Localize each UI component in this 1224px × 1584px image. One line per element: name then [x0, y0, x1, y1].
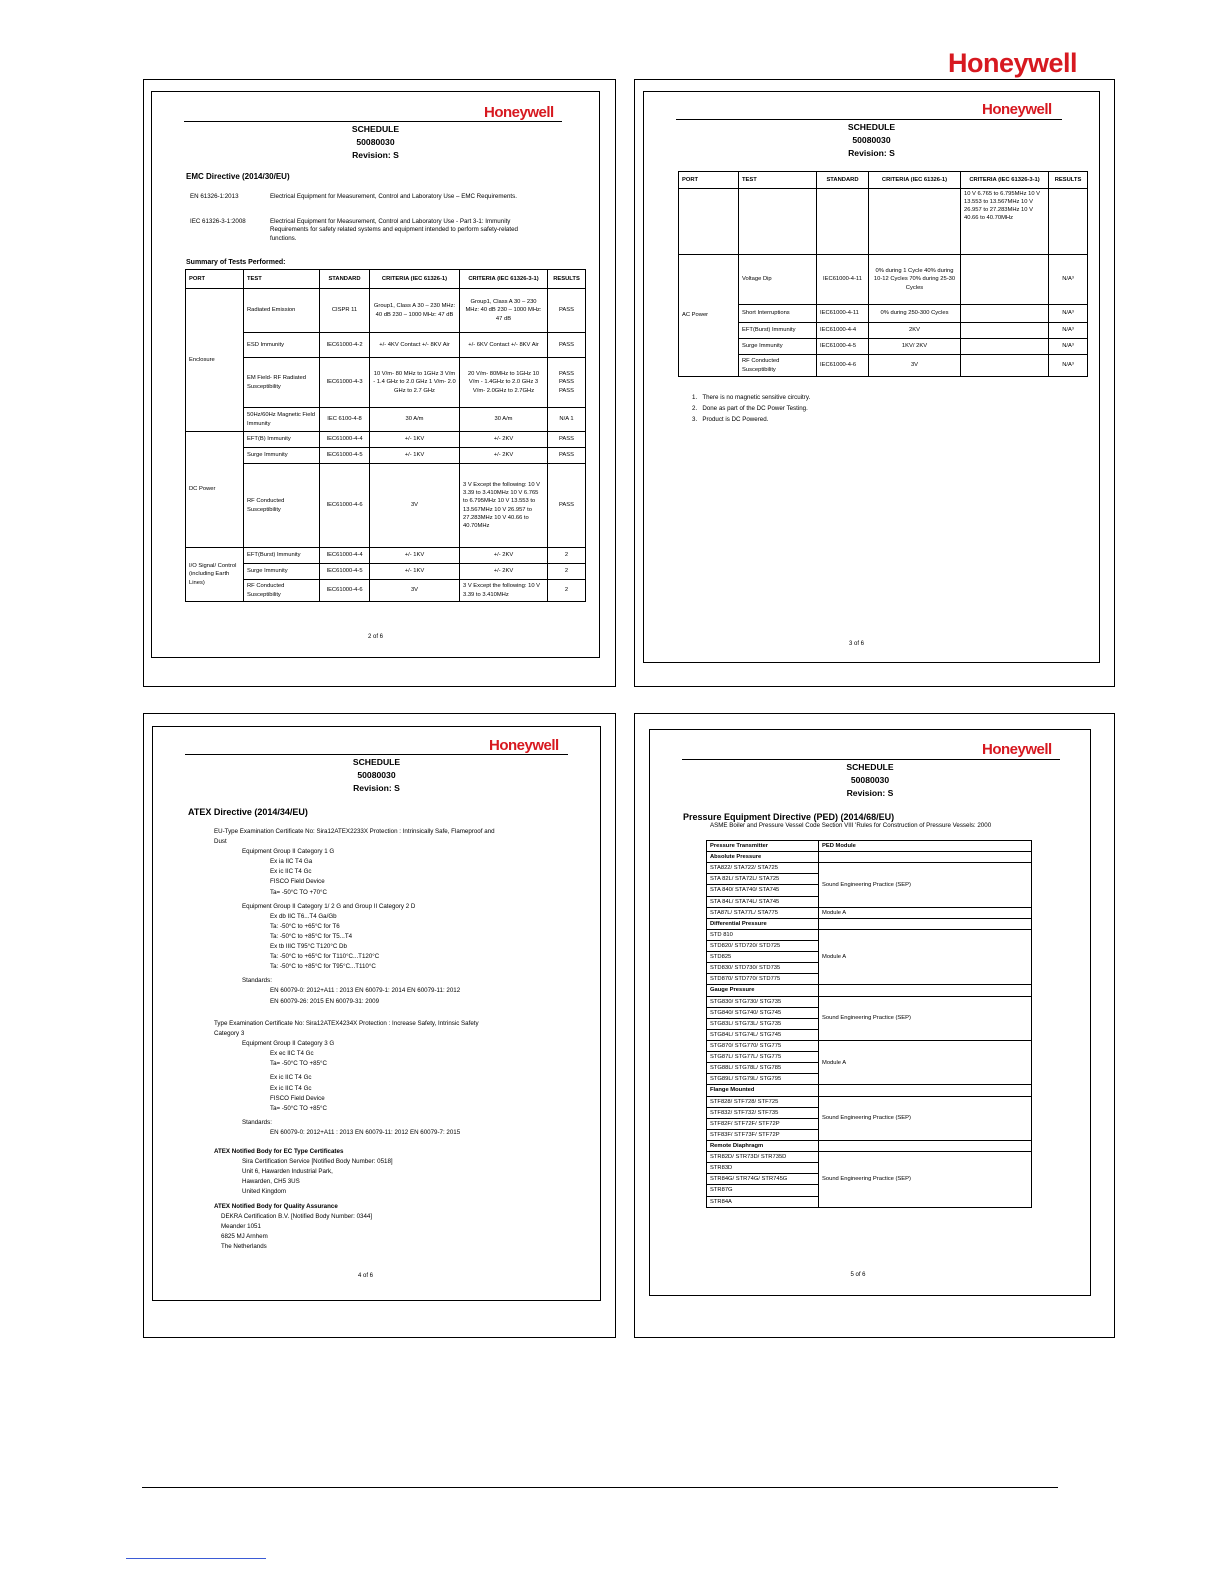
page-4: Honeywell SCHEDULE 50080030 Revision: S ATEX Directive (2014/34/EU) EU-Type Examination Certificate No: Sira12ATEX2233X Protection : Intrinsically Safe, Flameproof and Dust Equipment Group II Category 1 G Ex ia IIC T4 Ga Ex ic IIC T4 Gc FISCO Field Device Ta= -50°C TO +70°C Equipment Group II Category 1/ 2 G and Group II Category 2 D Ex db IIC T6...T4 Ga/Gb Ta: -50°C to +65°C for T6 Ta: -50°C to +85°C for T5...T4 Ex tb IIIC T95°C T120°C Db Ta: -50°C to +65°C for T110°C...T120°C Ta: -50°C to +85°C for T95°C...T110°C Standards: EN 60079-0: 2012+A11 : 2013 EN 60079-1: 2014 EN 60079-11: 2012 EN 60079-26: 2015 EN 60079-31: 2009 Type Examination Certificate No: Sira12ATEX4234X Protection : Increase Safety, Intrinsic Safety Category 3 Equipment Group II Category 3 G Ex ec IIC T4 Gc Ta= -50°C TO +85°C Ex ic IIC T4 Gc Ex ic IIC T4 Gc FISCO Field Device Ta= -50°C TO +85°C Standards: EN 60079-0: 2012+A11 : 2013 EN 60079-11: 2012 EN 60079-7: 2015 ATEX Notified Body for EC Type Certificates Sira Certification Service [Notified Body Number: 0518] Unit 6, Hawarden Industrial Park, Hawarden, CH5 3US United Kingdom ATEX Notified Body for Quality Assurance DEKRA Certification B.V. [Notified Body Number: 0344] Meander 1051 6825 MJ Arnhem The Netherlands 4 of 6 [152, 726, 601, 1301]
standard-desc: Electrical Equipment for Measurement, Control and Laboratory Use - Part 3-1: Immunity Requirements for safety related systems and equipment intended to perform safety-related functions. [270, 218, 518, 242]
atex-certificate-1: EU-Type Examination Certificate No: Sira12ATEX2233X Protection : Intrinsically Safe, Flameproof and Dust Equipment Group II Category 1 G Ex ia IIC T4 Ga Ex ic IIC T4 Gc FISCO Field Device Ta= -50°C TO +70°C Equipment Group II Category 1/ 2 G and Group II Category 2 D Ex db IIC T6...T4 Ga/Gb Ta: -50°C to +65°C for T6 Ta: -50°C to +85°C for T5...T4 Ex tb IIIC T95°C T120°C Db Ta: -50°C to +65°C for T110°C...T120°C Ta: -50°C to +85°C for T95°C...T110°C Standards: EN 60079-0: 2012+A11 : 2013 EN 60079-1: 2014 EN 60079-11: 2012 EN 60079-26: 2015 EN 60079-31: 2009 [214, 828, 495, 1005]
page-3-logo: Honeywell [982, 101, 1052, 118]
honeywell-logo: Honeywell [948, 48, 1078, 78]
port-enclosure: Enclosure [186, 289, 244, 432]
page-number: 4 of 6 [357, 1273, 373, 1279]
page-5: Honeywell SCHEDULE 50080030 Revision: S Pressure Equipment Directive (PED) (2014/68/EU) ASME Boiler and Pressure Vessel Code Section VIII 'Rules for Construction of Pressure Vessels: 2000 Pressure Transmitter PED Module Absolute Pressure STA822/ STA722/ STA725 Sound Engineering Practice (SEP) STA 82L/ STA72L/ STA725 STA 840/ STA740/ STA745 STA 84L/ STA74L/ STA745 STA87L/ STA77L/ STA775 Module A Differential Pressure STD 810 Module A STD820/ STD720/ STD725 STD825 STD830/ STD730/ STD735 STD870/ STD770/ STD775 Gauge Pressure STG830/ STG730/ STG735 Sound Engineering Practice (SEP) STG840/ STG740/ STG745 STG83L/ STG73L/ STG735 STG84L/ STG74L/ STG745 STG870/ STG770/ STG775 Module A STG87L/ STG77L/ STG775 STG88L/ STG78L/ STG785 STG89L/ STG79L/ STG795 Flange Mounted STF828/ STF728/ STF725 Sound Engineering Practice (SEP) STF832/ STF732/ STF735 STF82F/ STF72F/ STF72P STF83F/ STF73F/ STF72P Remote Diaphragm STR82D/ STR73D/ STR735D Sound Engineering Practice (SEP) STR83D STR84G/ STR74G/ STR745G STR87G STR84A 5 of 6 [649, 729, 1091, 1296]
port-dc-power: DC Power [186, 432, 244, 548]
ped-module-table: Pressure Transmitter PED Module Absolute Pressure STA822/ STA722/ STA725 Sound Engineering Practice (SEP) STA 82L/ STA72L/ STA725 STA 840/ STA740/ STA745 STA 84L/ STA74L/ STA745 STA87L/ STA77L/ STA775 Module A Differential Pressure STD 810 Module A STD820/ STD720/ STD725 STD825 STD830/ STD730/ STD735 STD870/ STD770/ STD775 Gauge Pressure STG830/ STG730/ STG735 Sound Engineering Practice (SEP) STG840/ STG740/ STG745 STG83L/ STG73L/ STG735 STG84L/ STG74L/ STG745 STG870/ STG770/ STG775 Module A STG87L/ STG77L/ STG775 STG88L/ STG78L/ STG785 STG89L/ STG79L/ STG795 Flange Mounted STF828/ STF728/ STF725 Sound Engineering Practice (SEP) STF832/ STF732/ STF735 STF82F/ STF72F/ STF72P STF83F/ STF73F/ STF72P Remote Diaphragm STR82D/ STR73D/ STR735D Sound Engineering Practice (SEP) STR83D STR84G/ STR74G/ STR745G STR87G STR84A [706, 840, 1032, 1208]
summary-title: Summary of Tests Performed: [186, 259, 286, 266]
page-4-logo: Honeywell [489, 737, 559, 754]
standard-desc: Electrical Equipment for Measurement, Control and Laboratory Use – EMC Requirements. [270, 193, 517, 200]
standard-code: EN 61326-1:2013 [190, 193, 239, 200]
page-2 [151, 91, 600, 658]
page-number: 5 of 6 [850, 1272, 866, 1278]
section-title: ATEX Directive (2014/34/EU) [188, 807, 308, 817]
page-3: Honeywell SCHEDULE 50080030 Revision: S PORT TEST STANDARD CRITERIA (IEC 61326-1) CRITERIA (IEC 61326-3-1) RESULTS 10 V 6.765 to 6.795MHz 10 V 13.553 to 13.567MHz 10 V 26.957 to 27.283MHz 10 V 40.66 to 40.70MHz AC Power Voltage Dip IEC61000-4-11 0% during 1 Cycle 40% during 10-12 Cycles 70% during 25-30 Cycles N/A³ Short Interruptions IEC61000-4-11 0% during 250-300 Cycles N/A³ EFT(Burst) Immunity IEC61000-4-4 2KV N/A³ Surge Immunity IEC61000-4-5 1KV/ 2KV N/A³ RF Conducted Susceptibility IEC61000-4-6 3V N/A³ 1. There is no magnetic sensitive circuitry. 2. Done as part of the DC Power Testing. 3. Product is DC Powered. 3 of 6 [643, 91, 1100, 663]
section-title: Pressure Equipment Directive (PED) (2014/68/EU) [683, 812, 895, 822]
schedule-revision: Revision: S [352, 150, 399, 160]
emc-test-table: PORT TEST STANDARD CRITERIA (IEC 61326-1) CRITERIA (IEC 61326-3-1) RESULTS Enclosure Radiated Emission CISPR 11 Group1, Class A 30 – 230 MHz: 40 dB 230 – 1000 MHz: 47 dB Group1, Class A 30 – 230 MHz: 40 dB 230 – 1000 MHz: 47 dB PASS ESD Immunity IEC61000-4-2 +/- 4KV Contact +/- 8KV Air +/- 6KV Contact +/- 8KV Air PASS EM Field- RF Radiated Susceptibility IEC61000-4-3 10 V/m- 80 MHz to 1GHz 3 V/m - 1.4 GHz to 2.0 GHz 1 V/m- 2.0 GHz to 2.7 GHz 20 V/m- 80MHz to 1GHz 10 V/m - 1.4GHz to 2.0 GHz 3 V/m- 2.0GHz to 2.7GHz PASS PASS PASS 50Hz/60Hz Magnetic Field Immunity IEC 6100-4-8 30 A/m 30 A/m N/A 1 DC Power EFT(B) Immunity IEC61000-4-4 +/- 1KV +/- 2KV PASS Surge Immunity IEC61000-4-5 +/- 1KV +/- 2KV PASS RF Conducted Susceptibility IEC61000-4-6 3V 3 V Except the following: 10 V 3.39 to 3.410MHz 10 V 6.765 to 6.795MHz 10 V 13.553 to 13.567MHz 10 V 26.957 to 27.283MHz 10 V 40.66 to 40.70MHz PASS I/O Signal/ Control (including Earth Lines) EFT(Burst) Immunity IEC61000-4-4 +/- 1KV +/- 2KV 2 Surge Immunity IEC61000-4-5 +/- 1KV +/- 2KV 2 RF Conducted Susceptibility IEC61000-4-6 3V 3 V Except the following: 10 V 3.39 to 3.410MHz 2 [185, 269, 586, 602]
schedule-title: SCHEDULE [351, 124, 400, 134]
section-subtitle: ASME Boiler and Pressure Vessel Code Section VIII 'Rules for Construction of Pressure Vessels: 2000 [710, 822, 992, 829]
port-ac-power: AC Power [679, 255, 739, 377]
section-title: EMC Directive (2014/30/EU) [186, 172, 290, 181]
atex-certificate-2: Type Examination Certificate No: Sira12ATEX4234X Protection : Increase Safety, Intrinsic Safety Category 3 Equipment Group II Category 3 G Ex ec IIC T4 Gc Ta= -50°C TO +85°C Ex ic IIC T4 Gc Ex ic IIC T4 Gc FISCO Field Device Ta= -50°C TO +85°C Standards: EN 60079-0: 2012+A11 : 2013 EN 60079-11: 2012 EN 60079-7: 2015 [214, 1020, 479, 1136]
page-number: 2 of 6 [367, 634, 383, 640]
atex-notified-body: ATEX Notified Body for EC Type Certificates Sira Certification Service [Notified Body Number: 0518] Unit 6, Hawarden Industrial Park, Hawarden, CH5 3US United Kingdom [214, 1148, 393, 1196]
page-number: 3 of 6 [848, 641, 864, 647]
schedule-number: 50080030 [356, 137, 395, 147]
page-5-logo: Honeywell [982, 741, 1052, 758]
ac-power-test-table: PORT TEST STANDARD CRITERIA (IEC 61326-1) CRITERIA (IEC 61326-3-1) RESULTS 10 V 6.765 to 6.795MHz 10 V 13.553 to 13.567MHz 10 V 26.957 to 27.283MHz 10 V 40.66 to 40.70MHz AC Power Voltage Dip IEC61000-4-11 0% during 1 Cycle 40% during 10-12 Cycles 70% during 25-30 Cycles N/A³ Short Interruptions IEC61000-4-11 0% during 250-300 Cycles N/A³ EFT(Burst) Immunity IEC61000-4-4 2KV N/A³ Surge Immunity IEC61000-4-5 1KV/ 2KV N/A³ RF Conducted Susceptibility IEC61000-4-6 3V N/A³ [678, 171, 1088, 377]
footer-link-underline[interactable] [126, 1558, 266, 1559]
standard-code: IEC 61326-3-1:2008 [190, 218, 246, 225]
footer-divider [142, 1487, 1058, 1488]
port-io: I/O Signal/ Control (including Earth Lines) [186, 548, 244, 602]
atex-quality-body: ATEX Notified Body for Quality Assurance DEKRA Certification B.V. [Notified Body Number: 0344] Meander 1051 6825 MJ Arnhem The Netherlands [214, 1203, 373, 1251]
page-2-logo: Honeywell [484, 104, 554, 121]
footnotes: 1. There is no magnetic sensitive circuitry. 2. Done as part of the DC Power Testing. 3. Product is DC Powered. [692, 394, 811, 423]
